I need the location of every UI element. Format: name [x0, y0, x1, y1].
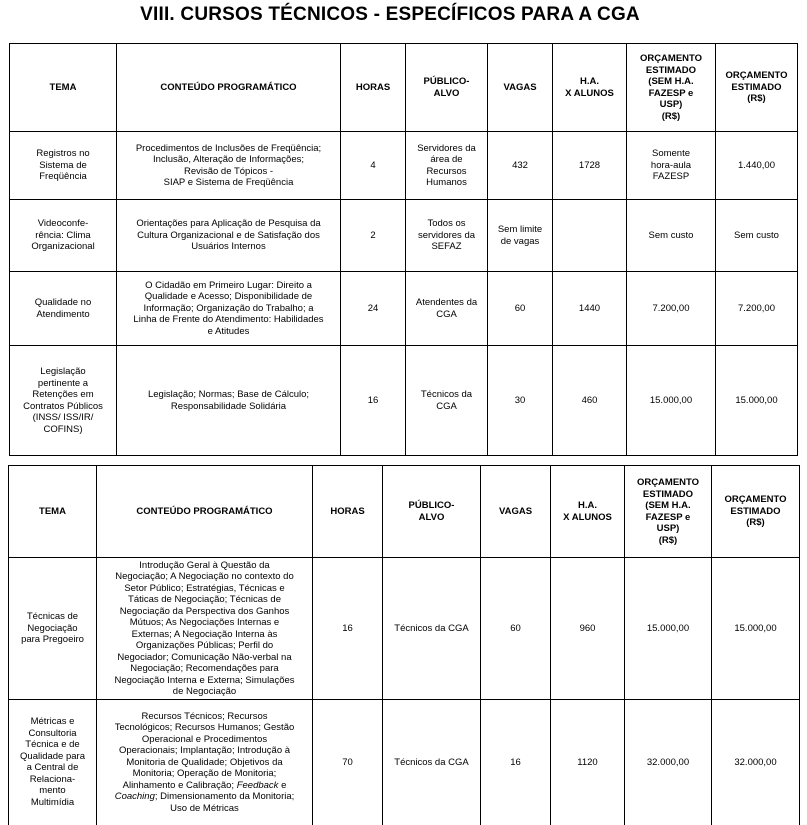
table-header-row	[9, 466, 800, 558]
header-ha: H.A. X ALUNOS	[553, 44, 627, 132]
cell-vagas: 60	[481, 558, 551, 700]
cell-publico: Atendentes da CGA	[406, 272, 488, 346]
header-orcamento-sem-ha: ORÇAMENTO ESTIMADO (SEM H.A. FAZESP e USP) (R$)	[627, 44, 716, 132]
header-vagas: VAGAS	[488, 44, 553, 132]
cell-orcamento-sem-ha: 15.000,00	[627, 346, 716, 456]
header-horas: HORAS	[341, 44, 406, 132]
cell-conteudo: Procedimentos de Inclusões de Freqüência; Inclusão, Alteração de Informações; Revisão de Tópicos - SIAP e Sistema de Freqüência	[117, 132, 341, 200]
cell-orcamento: 15.000,00	[712, 558, 800, 700]
cell-vagas: 432	[488, 132, 553, 200]
cell-orcamento: 15.000,00	[716, 346, 798, 456]
cell-orcamento: 1.440,00	[716, 132, 798, 200]
cell-conteudo: Orientações para Aplicação de Pesquisa da Cultura Organizacional e de Satisfação dos Usuários Internos	[117, 200, 341, 272]
cell-publico: Servidores da área de Recursos Humanos	[406, 132, 488, 200]
cell-tema: Registros no Sistema de Freqüência	[10, 132, 117, 200]
cell-publico: Técnicos da CGA	[406, 346, 488, 456]
table-row	[10, 132, 798, 200]
table-row	[10, 272, 798, 346]
cell-horas: 16	[341, 346, 406, 456]
cell-publico: Todos os servidores da SEFAZ	[406, 200, 488, 272]
cell-vagas: Sem limite de vagas	[488, 200, 553, 272]
cell-conteudo: Legislação; Normas; Base de Cálculo; Responsabilidade Solidária	[117, 346, 341, 456]
cell-ha: 1440	[553, 272, 627, 346]
courses-table-2	[8, 465, 800, 825]
cell-tema: Técnicas de Negociação para Pregoeiro	[9, 558, 97, 700]
cell-vagas: 60	[488, 272, 553, 346]
cell-horas: 70	[313, 700, 383, 825]
cell-ha: 460	[553, 346, 627, 456]
header-publico: PÚBLICO- ALVO	[383, 466, 481, 558]
cell-tema: Videoconfe- rência: Clima Organizacional	[10, 200, 117, 272]
cell-ha: 1120	[551, 700, 625, 825]
cell-orcamento-sem-ha: 7.200,00	[627, 272, 716, 346]
cell-orcamento-sem-ha: 32.000,00	[625, 700, 712, 825]
cell-ha	[553, 200, 627, 272]
header-orcamento: ORÇAMENTO ESTIMADO (R$)	[716, 44, 798, 132]
cell-vagas: 30	[488, 346, 553, 456]
cell-conteudo: O Cidadão em Primeiro Lugar: Direito a Qualidade e Acesso; Disponibilidade de Informação; Organização do Trabalho; a Linha de Frente do Atendimento: Habilidades e Atitudes	[117, 272, 341, 346]
cell-orcamento: 32.000,00	[712, 700, 800, 825]
cell-publico: Técnicos da CGA	[383, 558, 481, 700]
header-conteudo: CONTEÚDO PROGRAMÁTICO	[117, 44, 341, 132]
cell-orcamento-sem-ha: 15.000,00	[625, 558, 712, 700]
header-publico: PÚBLICO- ALVO	[406, 44, 488, 132]
cell-horas: 2	[341, 200, 406, 272]
header-vagas: VAGAS	[481, 466, 551, 558]
cell-tema: Legislação pertinente a Retenções em Contratos Públicos (INSS/ ISS/IR/ COFINS)	[10, 346, 117, 456]
cell-horas: 4	[341, 132, 406, 200]
table-row	[10, 200, 798, 272]
courses-table-1	[9, 43, 798, 456]
table-row	[9, 558, 800, 700]
table-row	[10, 346, 798, 456]
header-tema: TEMA	[9, 466, 97, 558]
cell-publico: Técnicos da CGA	[383, 700, 481, 825]
header-horas: HORAS	[313, 466, 383, 558]
cell-orcamento-sem-ha: Sem custo	[627, 200, 716, 272]
cell-orcamento: Sem custo	[716, 200, 798, 272]
cell-conteudo: Recursos Técnicos; Recursos Tecnológicos; Recursos Humanos; Gestão Operacional e Procedimentos Operacionais; Implantação; Introdução à Monitoria de Qualidade; Objetivos da Monitoria; Operação de Monitoria; Alinhamento e Calibração; Feedback e Coaching; Dimensionamento da Monitoria; Uso de Métricas	[97, 700, 313, 825]
header-tema: TEMA	[10, 44, 117, 132]
cell-ha: 1728	[553, 132, 627, 200]
header-orcamento-sem-ha: ORÇAMENTO ESTIMADO (SEM H.A. FAZESP e USP) (R$)	[625, 466, 712, 558]
cell-conteudo: Introdução Geral à Questão da Negociação; A Negociação no contexto do Setor Público; Estratégias, Técnicas e Táticas de Negociação; Técnicas de Negociação da Perspectiva dos Ganhos Mútuos; As Negociações Internas e Externas; A Negociação Interna às Organizações Públicas; Perfil do Negociador; Comunicação Não-verbal na Negociação; Recomendações para Negociação Interna e Externa; Simulações de Negociação	[97, 558, 313, 700]
cell-orcamento-sem-ha: Somente hora-aula FAZESP	[627, 132, 716, 200]
page-title: VIII. CURSOS TÉCNICOS - ESPECÍFICOS PARA A CGA	[140, 4, 640, 25]
cell-vagas: 16	[481, 700, 551, 825]
header-conteudo: CONTEÚDO PROGRAMÁTICO	[97, 466, 313, 558]
cell-horas: 16	[313, 558, 383, 700]
cell-tema: Qualidade no Atendimento	[10, 272, 117, 346]
cell-horas: 24	[341, 272, 406, 346]
cell-ha: 960	[551, 558, 625, 700]
table-row	[9, 700, 800, 825]
cell-orcamento: 7.200,00	[716, 272, 798, 346]
header-ha: H.A. X ALUNOS	[551, 466, 625, 558]
cell-tema: Métricas e Consultoria Técnica e de Qualidade para a Central de Relaciona- mento Multimídia	[9, 700, 97, 825]
table-header-row	[10, 44, 798, 132]
header-orcamento: ORÇAMENTO ESTIMADO (R$)	[712, 466, 800, 558]
